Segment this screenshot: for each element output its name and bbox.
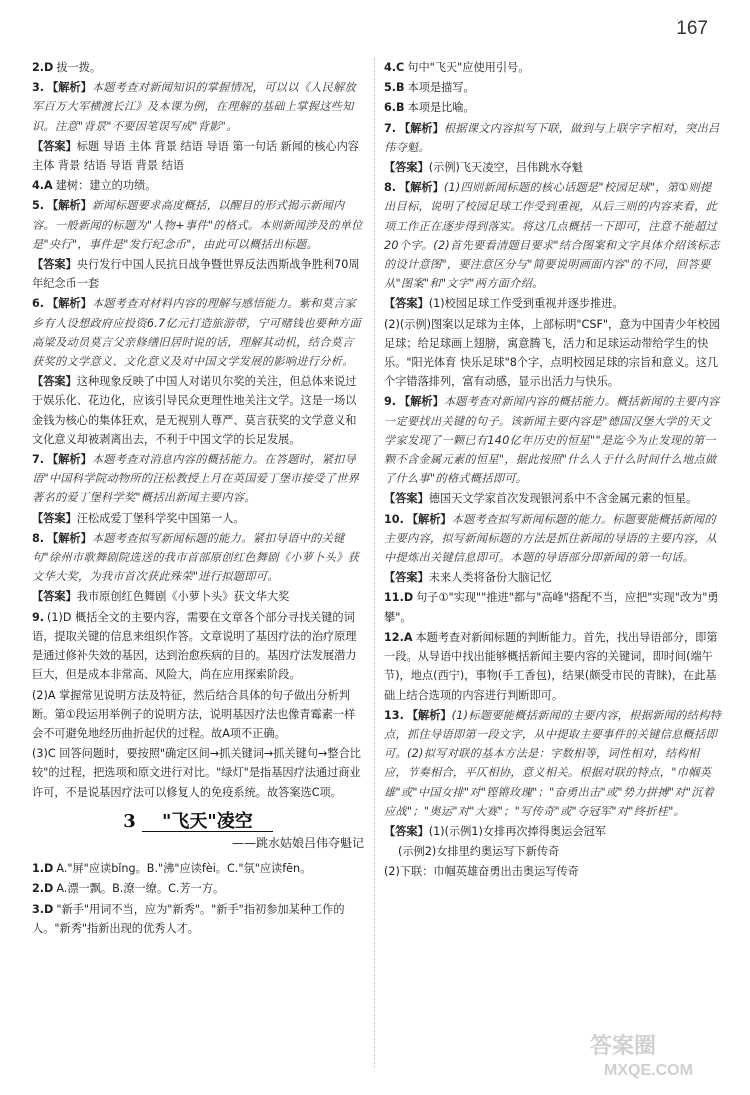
- answer-text: 拔一拨。: [56, 61, 102, 74]
- answer-text: (1)(示例1)女排再次捧得奥运会冠军: [428, 824, 606, 838]
- answer-item: [32, 608, 364, 685]
- right-answer-list: [384, 58, 722, 882]
- answer-item: [384, 158, 722, 177]
- answer-tag: 【答案】: [384, 571, 429, 585]
- question-number: 5.B: [384, 81, 405, 95]
- answer-item: [384, 392, 722, 488]
- question-number: 10.: [384, 512, 404, 526]
- answer-text: (3)C 回答问题时，要按照"确定区间→抓关键词→抓关键句→整合比较"的过程，把选项和原文进行对比。"绿灯"是指基因疗法通过商业许可，不是说基因疗法可以修复人的免疫系统。故答案选C项。: [32, 747, 361, 799]
- question-number: 9.: [384, 395, 397, 409]
- answer-tag: 【解析】: [406, 512, 452, 526]
- answer-item: [384, 178, 722, 293]
- answer-item: [384, 489, 722, 508]
- answer-item: [384, 315, 722, 392]
- answer-text: (1)校园足球工作受到重视并逐步推进。: [428, 297, 624, 311]
- answer-text: A.漂一飘。B.潦一缭。C.芳一方。: [56, 882, 225, 896]
- question-number: 3.: [32, 81, 45, 95]
- question-number: 6.: [32, 297, 45, 311]
- answer-tag: 【解析】: [406, 708, 452, 722]
- question-number: 11.D: [384, 591, 414, 605]
- watermark-logo: [582, 1031, 732, 1081]
- answer-item: [32, 529, 364, 587]
- answer-text: (2)下联：巾帼英雄奋勇出击奥运写传奇: [384, 865, 579, 879]
- answer-tag: 【答案】: [384, 297, 429, 311]
- answer-item: [384, 294, 722, 313]
- answer-text: (2)A 掌握常见说明方法及特征，然后结合具体的句子做出分析判断。第①段运用举例子的说明方法，说明基因疗法也像青霉素一样会不可避免地经历曲折起伏的过程。故A项不正确。: [32, 688, 356, 740]
- question-number: 2.D: [32, 882, 54, 896]
- answer-text: 汪松成爱丁堡科学奖中国第一人。: [76, 511, 245, 525]
- answer-item: [32, 859, 364, 878]
- answer-text: 本题考查对新闻标题的判断能力。首先，找出导语部分，即第一段。从导语中找出能够概括新闻主要内容的关键词，即时间(端午节)，地点(西宁)，事物(手工香包)，结果(颇受市民的青睐)，在此基础上结合选项的内容进行判断即可。: [384, 630, 718, 702]
- answer-text: 本题考查拟写新闻标题的能力。标题要能概括新闻的主要内容，拟写新闻标题的方法是抓住新闻的导语的主要内容，从中提炼出关键信息即可。本题的导语部分即新闻的第一句话。: [384, 512, 718, 565]
- answer-item: [32, 58, 364, 77]
- answer-item: [32, 372, 364, 449]
- answer-tag: 【解析】: [399, 395, 444, 409]
- answer-tag: 【答案】: [32, 258, 77, 272]
- answer-tag: 【解析】: [399, 121, 444, 135]
- answer-text: 我市原创红色舞剧《小萝卜头》获文华大奖: [76, 590, 290, 604]
- answer-tag: 【答案】: [384, 492, 429, 506]
- question-number: 3.D: [32, 902, 54, 916]
- answer-item: [384, 588, 722, 626]
- answer-text: 本题考查对消息内容的概括能力。在答题时，紧扣导语"中国科学院动物所的汪松教授上月在英国爱丁堡市接受了世界著名的爱丁堡科学奖"概括出新闻主要内容。: [32, 453, 360, 505]
- question-number: 1.D: [32, 862, 54, 876]
- column-divider: [374, 58, 375, 1068]
- answer-tag: 【答案】: [32, 590, 77, 604]
- answer-tag: 【解析】: [47, 453, 92, 467]
- answer-tag: 【解析】: [47, 81, 92, 95]
- answer-tag: 【解析】: [399, 181, 444, 195]
- answer-item: [384, 78, 722, 97]
- answer-text: 标题 导语 主体 背景 结语 导语 第一句话 新闻的核心内容 主体 背景 结语 导语 背景 结语: [32, 139, 359, 173]
- section-title: [32, 812, 364, 832]
- answer-item: [384, 119, 722, 157]
- section-number: 3: [123, 810, 136, 832]
- answer-item: [384, 510, 722, 568]
- answer-text: 未来人类将备份大脑记忆: [428, 571, 552, 585]
- answer-item: [32, 255, 364, 293]
- answer-item: [32, 879, 364, 898]
- question-number: 7.: [32, 453, 45, 467]
- answer-text: 本题考查对新闻知识的掌握情况，可以以《人民解放军百万大军横渡长江》及本课为例，在理解的基础上掌握这些知识。注意"背景"不要因笔误写成"背影"。: [32, 81, 357, 133]
- answer-item: [32, 137, 364, 175]
- question-number: 8.: [384, 181, 397, 195]
- answer-text: 本题考查对新闻内容的概括能力。概括新闻的主要内容一定要找出关键的句子。该新闻主要内容是"德国汉堡大学的天文学家发现了一颗已有140亿年历史的恒星""是迄今为止发现的第一颗不含金属元素的恒星"，据此按照"什么人于什么时间什么地点做了什么事"的格式概括即可。: [384, 395, 720, 486]
- answer-item: [32, 744, 364, 802]
- answer-text: 建树：建立的功绩。: [55, 179, 157, 193]
- answer-item: [384, 58, 722, 77]
- answer-item: [384, 842, 722, 861]
- answer-text: 本项是描写。: [407, 81, 475, 95]
- answer-text: 这种现象反映了中国人对诺贝尔奖的关注，但总体来说过于娱乐化、花边化，应该引导民众更理性地关注文学。这是一场以金钱为核心的集体狂欢，是无视别人尊严、莫言获奖的文学意义和文化意义却被剥离出去，不利于中国文学的长足发展。: [32, 375, 357, 446]
- answer-item: [32, 78, 364, 136]
- answer-text: 德国天文学家首次发现银河系中不含金属元素的恒星。: [428, 492, 698, 506]
- question-number: 6.B: [384, 101, 405, 115]
- answer-item: [32, 587, 364, 606]
- question-number: 12.A: [384, 630, 413, 644]
- answer-tag: 【答案】: [32, 375, 77, 389]
- right-column: [384, 58, 722, 883]
- watermark-line1: 答案圈: [590, 1033, 657, 1058]
- answer-item: [384, 862, 722, 881]
- answer-text: 根据课文内容拟写下联，做到与上联字字相对，突出吕伟夺魁。: [384, 121, 720, 154]
- answer-item: [384, 98, 722, 117]
- left-column: [32, 58, 364, 939]
- watermark-line2: MXQE.COM: [604, 1062, 693, 1079]
- answer-item: [32, 686, 364, 744]
- question-number: 9.: [32, 610, 45, 624]
- section-subtitle: ——跳水姑娘吕伟夺魁记: [231, 835, 364, 850]
- answer-text: (1)D 概括全文的主要内容，需要在文章各个部分寻找关键的词语，提取关键的信息来组织作答。文章说明了基因疗法的治疗原理是通过修补失效的基因，达到治愈疾病的目的。基因疗法发展潜力巨大，但是成本非常高、风险大，尚在应用探索阶段。: [32, 610, 357, 682]
- answer-tag: 【答案】: [384, 824, 429, 838]
- answer-text: (2)(示例)图案以足球为主体，上部标明"CSF"，意为中国青少年校园足球；给足球画上翅膀，寓意腾飞，活力和足球运动带给学生的快乐。"阳光体育 快乐足球"8个字，点明校园足球的宗旨和意义。这几个字错落排列，富有动感，显示出活力与快乐。: [384, 317, 720, 389]
- question-number: 7.: [384, 121, 397, 135]
- answer-item: [32, 196, 364, 254]
- question-number: 5.: [32, 199, 45, 213]
- answer-text: 句子①"实现""推进"都与"高峰"搭配不当，应把"实现"改为"勇攀"。: [384, 591, 719, 624]
- question-number: 4.A: [32, 179, 53, 193]
- answer-item: [384, 568, 722, 587]
- answer-text: 本题考查对材料内容的理解与感悟能力。紫和莫言家乡有人设想政府应投资6.7亿元打造旅游带，宁可赌钱也要种方面高梁及动员莫言父亲修缮旧居时说的话，理解其动机，结合莫言获奖的文学意义、文化意义及对中国文学发展的影响进行分析。: [32, 297, 361, 369]
- left-answer-list-2: [32, 859, 364, 938]
- question-number: 13.: [384, 708, 404, 722]
- answer-tag: 【解析】: [47, 531, 92, 545]
- answer-text: 本题考查拟写新闻标题的能力。紧扣导语中的关键句"徐州市歌舞剧院选送的我市首部原创红色舞剧《小萝卜头》获文华大奖，为我市首次获此殊荣"进行拟题即可。: [32, 531, 360, 584]
- answer-text: 句中"飞天"应使用引号。: [407, 61, 530, 74]
- answer-item: [384, 706, 722, 821]
- answer-text: (示例2)女排里约奥运写下新传奇: [398, 845, 560, 859]
- answer-tag: 【答案】: [32, 511, 77, 525]
- answer-item: [32, 294, 364, 371]
- answer-text: A."屏"应读bǐng。B."沸"应读fèi。C."氛"应读fēn。: [56, 862, 312, 876]
- answer-tag: 【解析】: [47, 297, 92, 311]
- answer-item: [384, 628, 722, 705]
- answer-text: 央行发行中国人民抗日战争暨世界反法西斯战争胜利70周年纪念币一套: [32, 258, 360, 291]
- answer-tag: 【答案】: [32, 139, 77, 153]
- answer-tag: 【答案】: [384, 161, 429, 175]
- answer-item: [32, 176, 364, 195]
- answer-text: (示例)飞天凌空，吕伟跳水夺魁: [428, 161, 583, 175]
- answer-text: "新手"用词不当，应为"新秀"。"新手"指初参加某种工作的人。"新秀"指新出现的优秀人才。: [32, 902, 345, 935]
- answer-item: [32, 900, 364, 938]
- answer-text: (1)标题要能概括新闻的主要内容，根据新闻的结构特点，抓住导语即第一段文字，从中提取主要事件的关键信息概括即可。(2)拟写对联的基本方法是：字数相等，词性相对，结构相应，节奏相合，平仄相协，意义相关。根据对联的特点，"巾帼英雄"或"中国女排"对"铿锵玫瑰"；"奋勇出击"或"势力拼搏"对"沉着应战"；"奥运"对"大赛"；"写传奇"或"夺冠军"对"终折桂"。: [384, 708, 722, 818]
- section-title-text: "飞天"凌空: [142, 812, 273, 832]
- answer-item: [32, 450, 364, 508]
- page-number: 167: [676, 18, 708, 39]
- answer-item: [384, 822, 722, 841]
- answer-tag: 【解析】: [47, 199, 92, 213]
- left-answer-list: [32, 58, 364, 802]
- question-number: 4.C: [384, 61, 405, 74]
- question-number: 8.: [32, 531, 45, 545]
- question-number: 2.D: [32, 61, 54, 74]
- answer-text: (1)四则新闻标题的核心话题是"校园足球"，第①则提出目标，说明了校园足球工作受到重视，从后三则的内容来看，此项工作正在逐步得到落实。将这几点概括一下即可，注意不能超过20个字。(2)首先要看清题目要求"结合图案和文字具体介绍该标志的设计意图"，要注意区分与"简要说明画面内容"的不同，回答要从"图案"和"文字"两方面介绍。: [384, 181, 720, 291]
- answer-item: [32, 509, 364, 528]
- answer-text: 新闻标题要求高度概括，以醒目的形式揭示新闻内容。一般新闻的标题为"人物+事件"的格式。本则新闻涉及的单位是"央行"，事件是"发行纪念币"，由此可以概括出标题。: [32, 199, 363, 251]
- answer-text: 本项是比喻。: [407, 101, 475, 115]
